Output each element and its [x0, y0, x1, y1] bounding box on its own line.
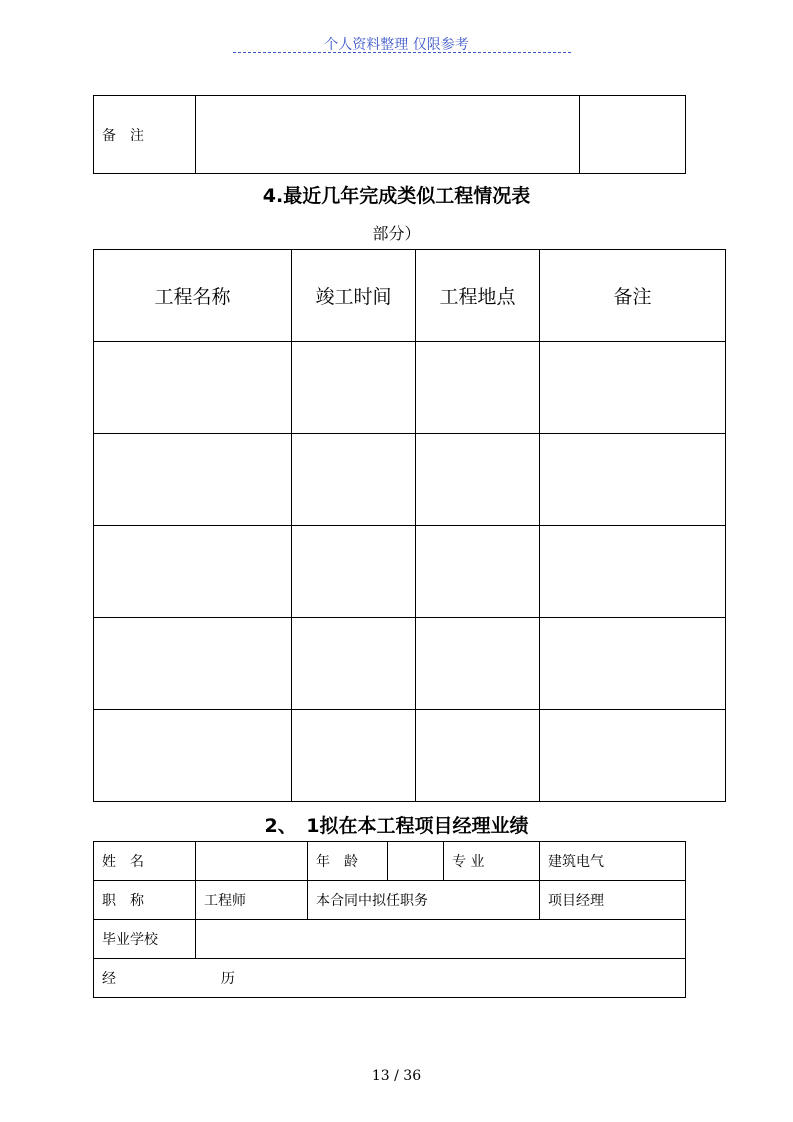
section-title-recent-projects: 4.最近几年完成类似工程情况表	[262, 185, 531, 207]
table-row	[94, 959, 686, 998]
table-header-row	[94, 250, 726, 342]
header-project-name: 工程名称	[94, 250, 292, 342]
table-cell	[540, 618, 726, 710]
name-label: 姓 名	[94, 842, 196, 881]
table-cell	[540, 526, 726, 618]
experience-label-2: 历	[220, 971, 235, 987]
table-row	[94, 710, 726, 802]
remarks-table	[93, 95, 686, 174]
table-cell	[540, 710, 726, 802]
header-remarks: 备注	[540, 250, 726, 342]
recent-projects-table	[93, 249, 726, 802]
project-manager-table	[93, 841, 686, 998]
remark-content-cell	[196, 96, 580, 174]
table-cell	[292, 434, 416, 526]
title-value: 工程师	[196, 881, 308, 920]
school-label: 毕业学校	[94, 920, 196, 959]
table-row	[94, 881, 686, 920]
page-number: 13 / 36	[371, 1068, 422, 1084]
remark-label: 备 注	[94, 96, 196, 174]
table-cell	[94, 710, 292, 802]
table-cell	[292, 526, 416, 618]
remark-extra-cell	[580, 96, 686, 174]
table-cell	[540, 342, 726, 434]
table-row	[94, 434, 726, 526]
table-cell	[416, 434, 540, 526]
section-title-project-manager: 2、 1拟在本工程项目经理业绩	[264, 815, 529, 837]
position-value: 项目经理	[540, 881, 686, 920]
table-cell	[94, 618, 292, 710]
title-label: 职 称	[94, 881, 196, 920]
table-row	[94, 342, 726, 434]
name-value	[196, 842, 308, 881]
table-cell	[416, 342, 540, 434]
table-row	[94, 618, 726, 710]
table-cell	[416, 526, 540, 618]
major-value: 建筑电气	[540, 842, 686, 881]
table-cell	[540, 434, 726, 526]
age-label: 年 龄	[308, 842, 388, 881]
page-header: 个人资料整理 仅限参考	[324, 37, 469, 53]
experience-label-1: 经	[102, 971, 116, 987]
table-cell	[292, 618, 416, 710]
table-cell	[416, 710, 540, 802]
section-subtitle: 部分）	[372, 224, 421, 243]
table-row	[94, 96, 686, 174]
table-cell	[292, 342, 416, 434]
table-cell	[94, 342, 292, 434]
table-cell	[94, 526, 292, 618]
header-rule	[233, 52, 571, 53]
major-label: 专 业	[444, 842, 540, 881]
table-row	[94, 920, 686, 959]
school-value	[196, 920, 686, 959]
table-cell	[292, 710, 416, 802]
table-cell	[94, 434, 292, 526]
table-row	[94, 842, 686, 881]
table-row	[94, 526, 726, 618]
experience-cell	[94, 959, 686, 998]
header-project-location: 工程地点	[416, 250, 540, 342]
header-completion-time: 竣工时间	[292, 250, 416, 342]
table-cell	[416, 618, 540, 710]
age-value	[388, 842, 444, 881]
position-label: 本合同中拟任职务	[308, 881, 540, 920]
